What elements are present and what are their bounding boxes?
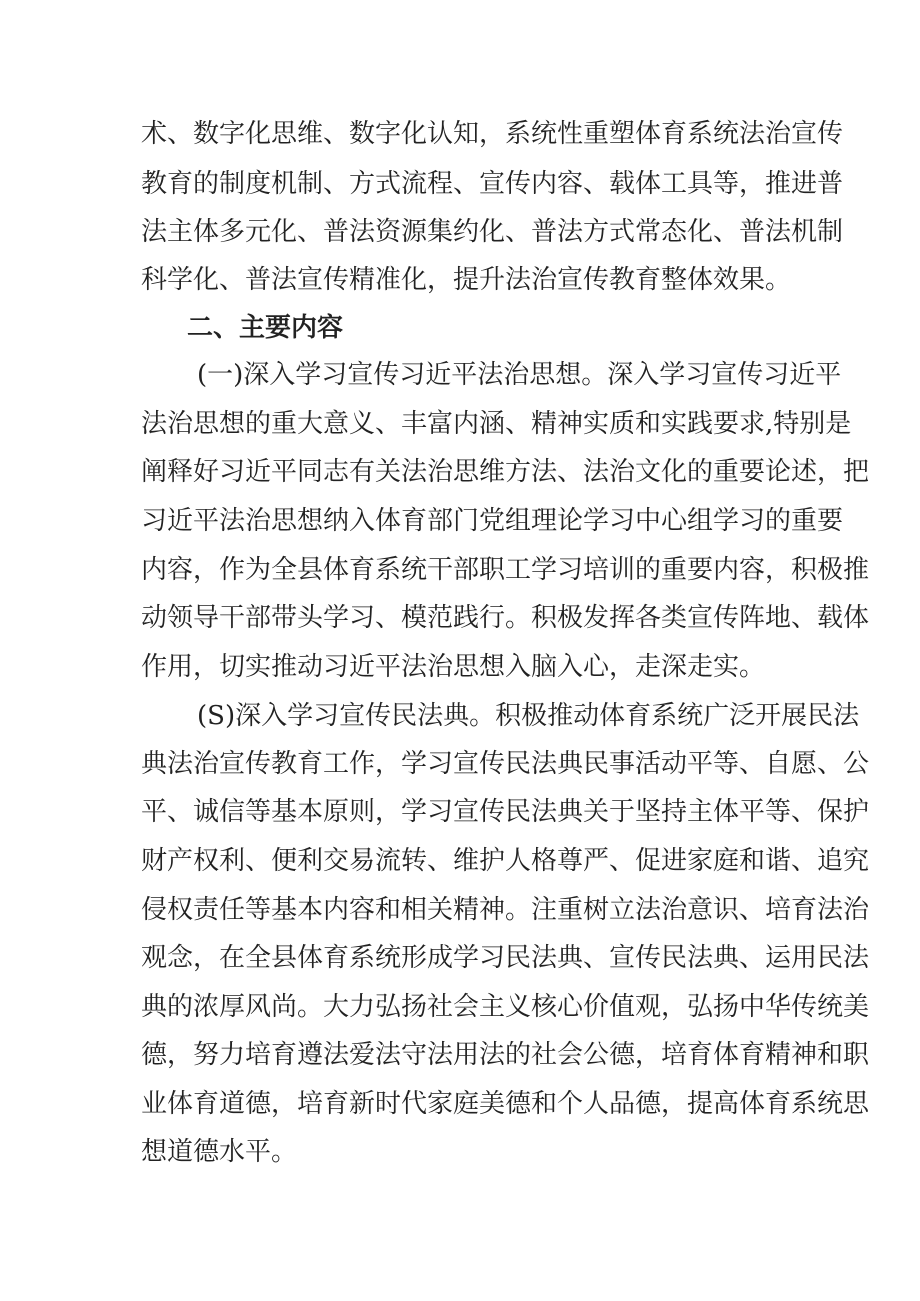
text-line: 动领导干部带头学习、模范践行。积极发挥各类宣传阵地、载体 [141,603,870,633]
text-line: 业体育道德，培育新时代家庭美德和个人品德，提高体育系统思 [141,1089,870,1119]
text-line: 平、诚信等基本原则，学习宣传民法典关于坚持主体平等、保护 [141,797,870,827]
text-line: 侵权责任等基本内容和相关精神。注重树立法治意识、培育法治 [141,895,870,925]
text-line: 术、数字化思维、数字化认知，系统性重塑体育系统法治宣传 [141,119,844,149]
text-line: 内容，作为全县体育系统干部职工学习培训的重要内容，积极推 [141,555,870,585]
text-line: 法治思想的重大意义、丰富内涵、精神实质和实践要求,特别是 [141,409,852,439]
text-line: (S)深入学习宣传民法典。积极推动体育系统广泛开展民法 [197,701,860,731]
text-line: 典的浓厚风尚。大力弘扬社会主义核心价值观，弘扬中华传统美 [141,992,870,1022]
text-line: (一)深入学习宣传习近平法治思想。深入学习宣传习近平 [197,360,842,390]
section-heading: 二、主要内容 [187,313,344,343]
text-line: 科学化、普法宣传精准化，提升法治宣传教育整体效果。 [141,265,792,295]
text-line: 阐释好习近平同志有关法治思维方法、法治文化的重要论述，把 [141,457,870,487]
text-line: 法主体多元化、普法资源集约化、普法方式常态化、普法机制 [141,217,844,247]
text-line: 作用，切实推动习近平法治思想入脑入心，走深走实。 [141,652,766,682]
text-line: 财产权利、便利交易流转、维护人格尊严、促进家庭和谐、追究 [141,846,870,876]
text-line: 教育的制度机制、方式流程、宣传内容、载体工具等，推进普 [141,169,844,199]
text-line: 德，努力培育遵法爱法守法用法的社会公德，培育体育精神和职 [141,1040,870,1070]
text-line: 想道德水平。 [141,1137,298,1167]
text-line: 习近平法治思想纳入体育部门党组理论学习中心组学习的重要 [141,506,844,536]
text-line: 观念，在全县体育系统形成学习民法典、宣传民法典、运用民法 [141,943,870,973]
text-line: 典法治宣传教育工作，学习宣传民法典民事活动平等、自愿、公 [141,749,870,779]
